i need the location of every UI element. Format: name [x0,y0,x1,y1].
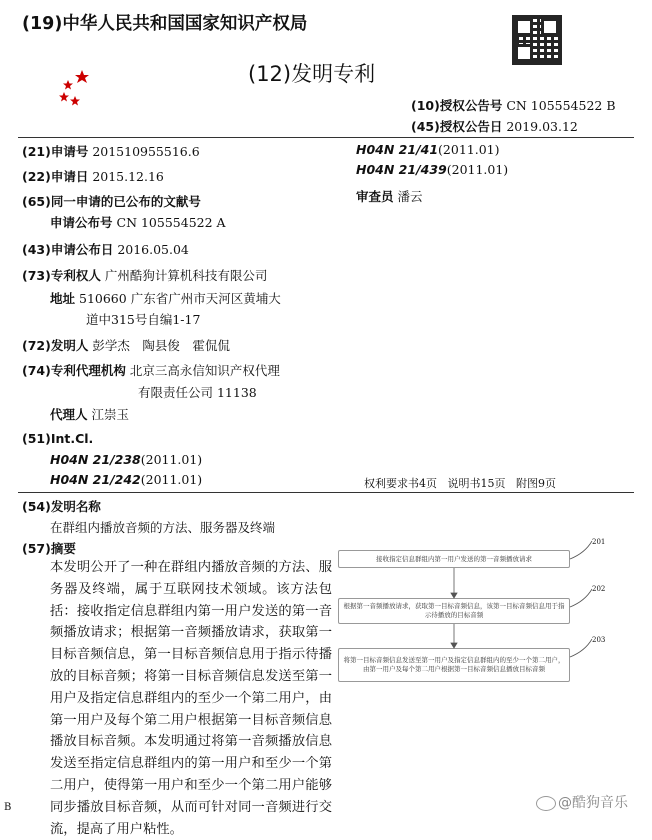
office-name: (19)中华人民共和国国家知识产权局 [22,14,308,34]
document-type: (12)发明专利 [248,62,376,86]
application-number: (21)申请号 201510955516.6 [22,144,200,159]
examiner: 审查员 潘云 [356,189,423,204]
intcl-label: (51)Int.Cl. [22,431,94,446]
page-counts: 权利要求书4页 说明书15页 附图9页 [364,477,556,490]
classification-entry: H04N 21/41(2011.01) [356,142,500,157]
grant-date: (45)授权公告日 2019.03.12 [411,119,578,134]
intcl-entry: H04N 21/242(2011.01) [50,472,203,487]
flowchart-step: 根据第一音频播放请求，获取第一目标音频信息，该第一目标音频信息用于指示待播放的目标音频 [338,598,570,624]
publication-number: 申请公布号 CN 105554522 A [50,215,226,230]
intcl-entry: H04N 21/238(2011.01) [50,452,203,467]
inventors: (72)发明人 彭学杰 陶县俊 霍侃侃 [22,338,230,353]
application-date: (22)申请日 2015.12.16 [22,169,164,184]
watermark: @酷狗音乐 [536,792,628,812]
patent-holder: (73)专利权人 广州酷狗计算机科技有限公司 [22,268,268,283]
agent: 代理人 江崇玉 [50,407,130,422]
qr-code [512,15,562,65]
grant-number: (10)授权公告号 CN 105554522 B [411,98,616,113]
patent-agency: (74)专利代理机构 北京三高永信知识产权代理 [22,363,280,378]
abstract-label: (57)摘要 [22,541,76,556]
flowchart-step: 将第一目标音频信息发送至第一用户及指定信息群组内的至少一个第二用户，由第一用户及每个第二用户根据第一目标音频信息播放目标音频 [338,648,570,682]
flowchart-step-id: 203 [592,636,606,644]
patent-agency-line-2: 有限责任公司 11138 [138,385,257,400]
flowchart-step: 接收指定信息群组内第一用户发送的第一音频播放请求 [338,550,570,568]
section-rule [18,492,634,493]
flowchart-step-id: 202 [592,585,606,593]
weibo-icon [536,796,556,811]
page-letter: B [4,802,12,813]
cnipa-logo-icon [58,66,94,110]
header-rule [18,137,634,138]
address-line-2: 道中315号自编1-17 [86,312,201,327]
classification-entry: H04N 21/439(2011.01) [356,162,509,177]
title-label: (54)发明名称 [22,499,101,514]
address: 地址 510660 广东省广州市天河区黄埔大 [50,291,281,306]
prior-publication-label: (65)同一申请的已公布的文献号 [22,194,201,209]
flowchart-step-id: 201 [592,538,606,546]
abstract-text: 本发明公开了一种在群组内播放音频的方法、服务器及终端，属于互联网技术领域。该方法包括：接收指定信息群组内第一用户发送的第一音频播放请求；根据第一音频播放请求，获取第一目标音频信息，第一目标音频信息用于指示待播放的目标音频；将第一目标音频信息发送至第一用户及指定信息群组内的至少一个第二用户，由第一用户及每个第二用户根据第一目标音频信息播放目标音频。本发明通过将第一音频播放信息发送至指定信息群组内的第一用户和至少一个第二用户，使得第一用户和至少一个第二用户能够同步播放目标音频，从而可针对同一音频进行交流，提高了用户粘性。 [50,560,332,837]
invention-title: 在群组内播放音频的方法、服务器及终端 [50,520,276,535]
publication-date: (43)申请公布日 2016.05.04 [22,242,189,257]
flowchart-connectors [330,535,610,695]
